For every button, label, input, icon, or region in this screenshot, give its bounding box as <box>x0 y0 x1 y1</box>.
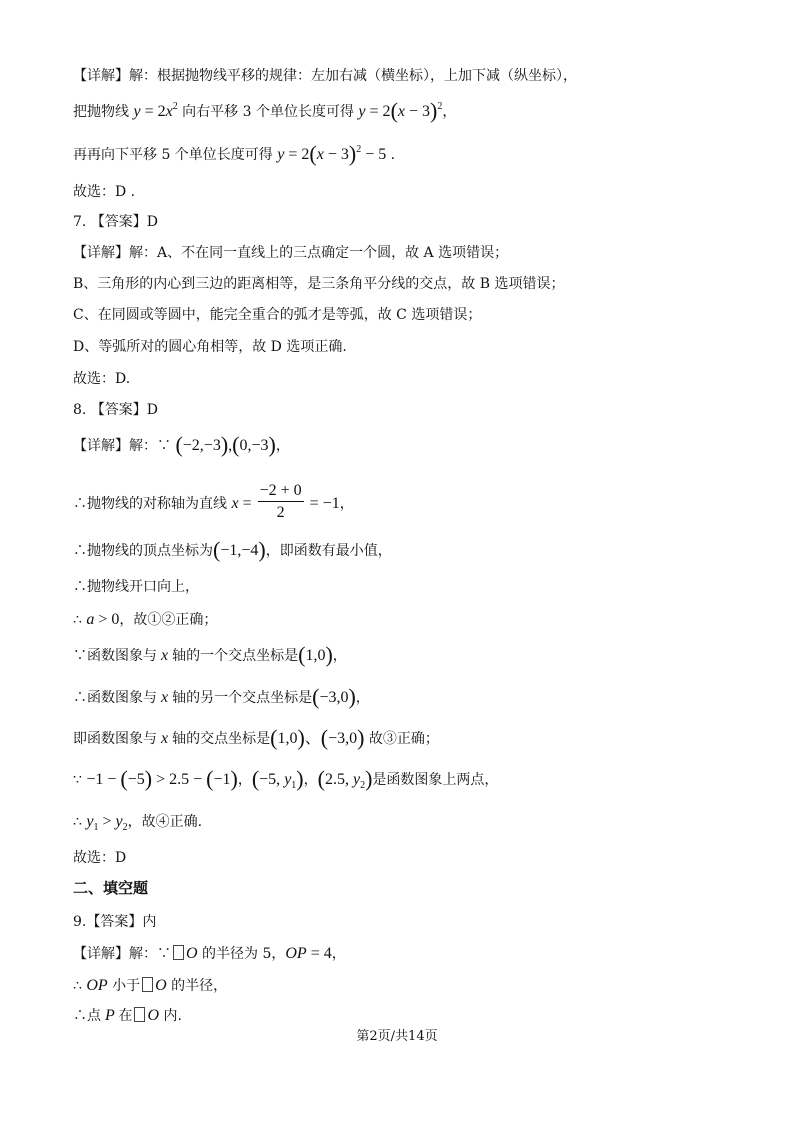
text: C、在同圆或等圆中，能完全重合的弧才是等弧，故 C 选项错误； <box>73 307 482 323</box>
answer-line <box>73 212 158 232</box>
text: ∴抛物线的对称轴为直线 <box>73 496 227 513</box>
formula: $y = 2(x - 3)^2 - 5$ <box>277 141 387 166</box>
formula: −1 − (−5) > 2.5 − (−1) <box>86 766 238 791</box>
circle-symbol-icon <box>173 945 184 960</box>
formula: (2.5, $y_2$) <box>317 766 373 791</box>
text: 故③正确； <box>368 731 439 747</box>
text: ∴抛物线开口向上， <box>73 579 199 595</box>
text: 轴的一个交点坐标是 <box>172 648 299 664</box>
formula: x = $\frac{-2 + 0}{2}$ = −1 <box>231 482 340 521</box>
formula: OP = 4 <box>285 945 332 962</box>
text-line: ∵函数图象与 x 轴的一个交点坐标是(1,0)， <box>73 642 347 667</box>
text-line: 即函数图象与 x 轴的交点坐标是(1,0)、(−3,0) 故③正确； <box>73 725 439 750</box>
text-line <box>73 537 392 562</box>
text: 7. 【答案】D <box>73 214 159 230</box>
section-heading <box>73 878 148 898</box>
text: ∴抛物线的顶点坐标为 <box>73 543 213 559</box>
text: ∴点 <box>73 1008 101 1024</box>
text-line <box>73 243 508 263</box>
formula: (−5, $y_1$) <box>251 766 304 791</box>
formula: $y = 2x^2$ <box>133 101 178 120</box>
text: ∵函数图象与 <box>73 648 157 664</box>
formula: $y = 2(x - 3)^2$ <box>358 98 443 123</box>
text-line: ∵ −1 − (−5) > 2.5 − (−1)，(−5, $y_1$)，(2.5, $y_2$)是函数图象上两点， <box>73 766 499 791</box>
text: 【详解】解：∵ <box>73 946 171 962</box>
text-line: 再再向下平移 5 个单位长度可得 $y = 2(x - 3)^2 - 5$ . <box>73 141 396 166</box>
formula: a > 0 <box>86 611 120 628</box>
text: 【详解】解：A、不在同一直线上的三点确定一个圆，故 A 选项错误； <box>73 245 509 261</box>
formula: (−3,0) <box>312 684 356 709</box>
text-line: 【详解】解：∵ (−2,−3),(0,−3)， <box>73 432 290 457</box>
text: ，故①②正确； <box>119 612 218 628</box>
text: 再再向下平移 5 个单位长度可得 <box>73 147 273 163</box>
answer-line <box>73 400 158 420</box>
text: 轴的另一个交点坐标是 <box>172 690 313 706</box>
text: 故选：D . <box>73 184 136 200</box>
formula: (−2,−3),(0,−3) <box>175 432 276 457</box>
text-line: 把抛物线 $y = 2x^2$ 向右平移 3 个单位长度可得 $y = 2(x - 3)^2$， <box>73 98 457 123</box>
text: 内. <box>163 1008 182 1024</box>
text-line: ∴点 P 在 O 内. <box>73 1007 182 1024</box>
text: 的半径， <box>171 978 228 994</box>
text: B、三角形的内心到三边的距离相等，是三条角平分线的交点，故 B 选项错误； <box>73 276 565 292</box>
text: 8. 【答案】D <box>73 402 159 418</box>
text: D、等弧所对的圆心角相等，故 D 选项正确. <box>73 339 347 355</box>
page-number: 第2页/共14页 <box>356 1029 438 1044</box>
text: 小于 <box>112 978 141 994</box>
text-line: ∴ $y_1 > y_2$，故④正确. <box>73 813 203 833</box>
text: 故选：D. <box>73 371 131 387</box>
text-line <box>73 305 481 325</box>
text: ，即函数有最小值， <box>265 543 392 559</box>
text-line: ∴ OP 小于 O 的半径， <box>73 977 228 994</box>
text-line <box>73 577 199 597</box>
text: 9.【答案】内 <box>73 914 157 930</box>
text-line: ∴抛物线的对称轴为直线 x = $\frac{-2 + 0}{2}$ = −1， <box>73 482 354 521</box>
circle-symbol-icon <box>142 977 153 992</box>
text-line <box>73 369 130 389</box>
text: 二、填空题 <box>73 879 149 897</box>
text: 在 <box>118 1008 133 1024</box>
page-footer <box>0 1025 794 1044</box>
text: 把抛物线 <box>73 104 129 120</box>
circle-symbol-icon <box>134 1007 145 1022</box>
text: 【详解】解：∵ <box>73 438 171 454</box>
formula: (−1,−4) <box>213 537 266 562</box>
text: ，故④正确. <box>127 814 203 830</box>
text-line <box>73 66 577 86</box>
text: 故选：D <box>73 850 127 866</box>
text-line: ∴ a > 0，故①②正确； <box>73 611 218 628</box>
answer-line <box>73 912 156 932</box>
text-line: ∴函数图象与 x 轴的另一个交点坐标是(−3,0)， <box>73 684 370 709</box>
text: ∴函数图象与 <box>73 690 157 706</box>
formula: (1,0)、(−3,0) <box>270 725 365 750</box>
formula: $y_1 > y_2$ <box>86 813 128 833</box>
text: 向右平移 3 个单位长度可得 <box>182 104 354 120</box>
text-line <box>73 274 564 294</box>
text-line <box>73 182 135 202</box>
text: 【详解】解：根据抛物线平移的规律：左加右减（横坐标），上加下减（纵坐标）， <box>73 68 577 84</box>
text: 是函数图象上两点， <box>372 772 499 788</box>
formula: (1,0) <box>298 642 333 667</box>
text-line <box>73 848 126 868</box>
text: 轴的交点坐标是 <box>172 731 271 747</box>
text: 即函数图象与 <box>73 731 157 747</box>
text-line: 【详解】解：∵ O 的半径为 5，OP = 4， <box>73 945 346 962</box>
text-line <box>73 337 347 357</box>
text: 的半径为 5， <box>202 946 286 962</box>
